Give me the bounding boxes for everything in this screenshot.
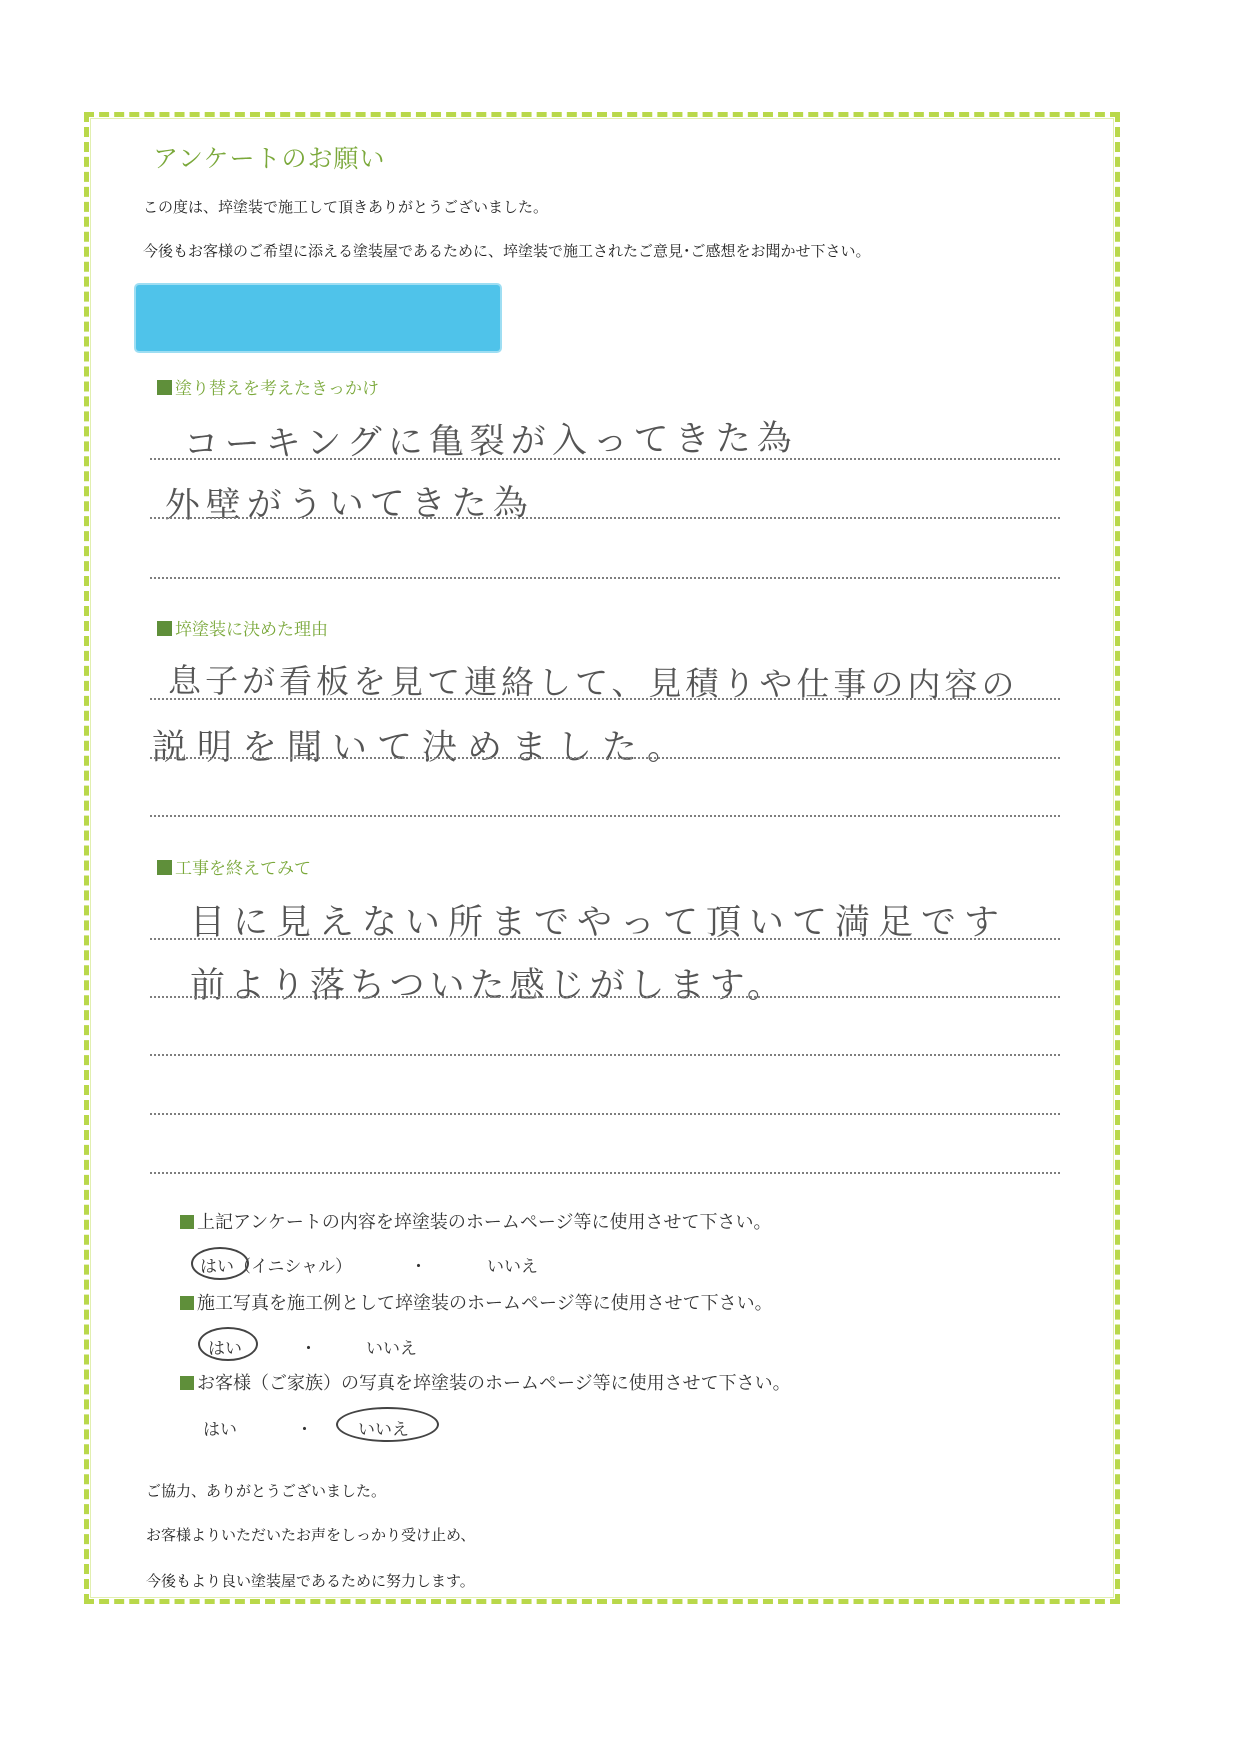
bullet-square-icon [157,621,172,636]
answer-rule [150,698,1060,700]
selection-circle [198,1327,258,1361]
option-yes-label: はい [208,1339,242,1359]
answer-rule [150,757,1060,759]
bullet-square-icon [180,1376,194,1390]
option-separator: ・ [296,1420,313,1440]
permission-question-1 [180,1208,772,1234]
section-heading-label: 工事を終えてみて [175,859,311,879]
selection-circle [336,1407,439,1442]
section-heading-label: 埣塗装に決めた理由 [175,620,328,640]
option-yes-label: はい [203,1420,237,1440]
permission-3-yes[interactable] [203,1415,237,1440]
closing-line-2: お客様よりいただいたお声をしっかり受け止め、 [146,1526,476,1544]
bullet-square-icon [180,1215,194,1229]
section-heading-reason-repaint [157,374,379,399]
bullet-square-icon [157,380,172,395]
intro-line-1: この度は、埣塗装で施工して頂きありがとうございました。 [143,198,549,216]
section-heading-reason-choice [157,615,328,640]
permission-question-3 [180,1369,791,1395]
redacted-name-block [136,285,500,351]
answer-rule [150,1172,1060,1174]
handwritten-answer-3-line-1: 目に見えない所までやって頂いて満足です [190,903,1008,943]
permission-question-label: お客様（ご家族）の写真を埣塗装のホームページ等に使用させて下さい。 [197,1373,791,1394]
handwritten-answer-3-line-2: 前より落ちついた感じがします。 [190,966,787,1006]
closing-line-1: ご協力、ありがとうございました。 [146,1482,387,1500]
permission-1-no[interactable]: いいえ [487,1257,538,1277]
answer-rule [150,517,1060,519]
handwritten-answer-2-line-2: 説明を聞いて決めました。 [152,728,693,768]
intro-line-2: 今後もお客様のご希望に添える塗装屋であるために、埣塗装で施工されたご意見･ご感想をお聞かせ下さい。 [143,242,871,260]
answer-rule [150,938,1060,940]
permission-3-no[interactable]: いいえ [358,1420,409,1440]
permission-question-label: 上記アンケートの内容を埣塗装のホームページ等に使用させて下さい。 [197,1212,772,1233]
answer-rule [150,996,1060,998]
answer-rule [150,1054,1060,1056]
handwritten-answer-1-line-2: 外壁がういてきた為 [164,483,534,527]
selection-circle [191,1247,249,1280]
option-yes-note: （イニシャル） [234,1257,352,1277]
closing-line-3: 今後もより良い塗装屋であるために努力します。 [146,1572,475,1590]
permission-question-label: 施工写真を施工例として埣塗装のホームページ等に使用させて下さい。 [197,1293,773,1314]
handwritten-answer-2-line-1: 息子が看板を見て連絡して、見積りや仕事の内容の [168,661,1019,705]
permission-question-2 [180,1289,773,1315]
handwritten-answer-1-line-1: コーキングに亀裂が入ってきた為 [183,418,798,466]
bullet-square-icon [157,860,172,875]
page-title: アンケートのお願い [153,144,386,173]
section-heading-label: 塗り替えを考えたきっかけ [175,379,379,399]
answer-rule [150,815,1060,817]
permission-2-no[interactable]: いいえ [366,1339,417,1359]
bullet-square-icon [180,1296,194,1310]
option-yes-label: はい [200,1257,234,1277]
answer-rule [150,1113,1060,1115]
option-separator: ・ [300,1339,317,1359]
answer-rule [150,577,1060,579]
section-heading-after-work [157,854,311,879]
answer-rule [150,458,1060,460]
option-separator: ・ [410,1257,427,1277]
